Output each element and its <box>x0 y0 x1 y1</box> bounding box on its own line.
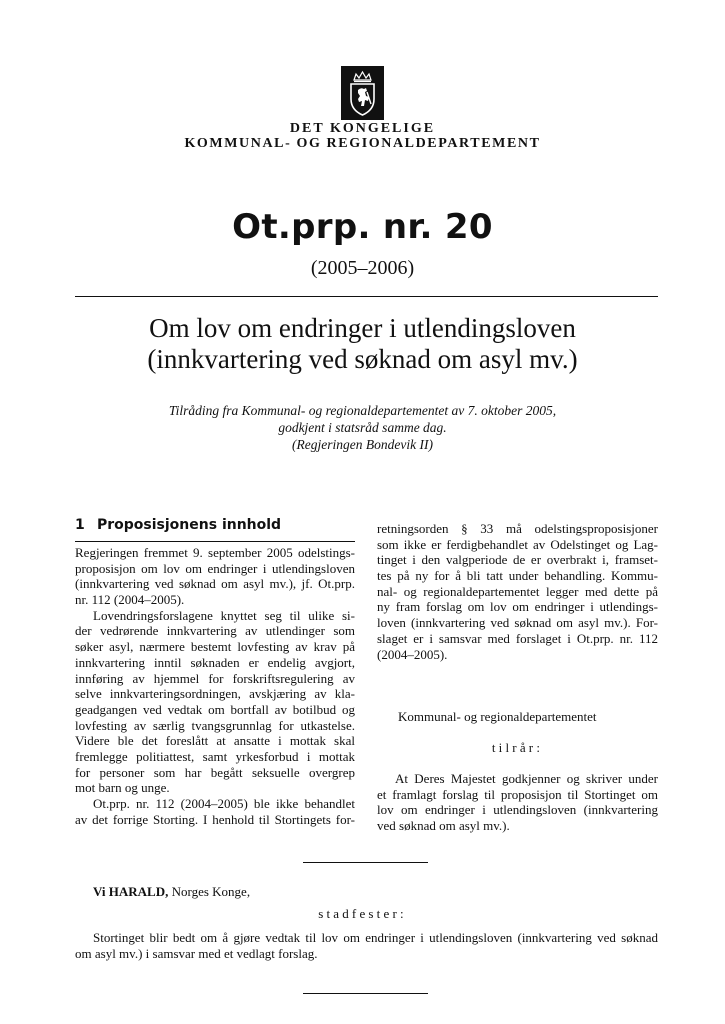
stadfester-label: stadfester: <box>318 906 407 921</box>
king-line <box>93 884 250 900</box>
body-line: nr. 112 (2004–2005). <box>75 592 185 608</box>
body-line: tinget i den valgperiode de er overbrakt i, framset- <box>377 552 658 568</box>
body-line: proposisjon om lov om endringer i utlendingsloven <box>75 560 355 576</box>
body-line: mot barn og unge. <box>75 780 170 796</box>
body-line: At Deres Majestet godkjenner og skriver under <box>395 771 658 786</box>
document-title: Ot.prp. nr. 20 <box>232 207 493 247</box>
department-line-1: DET KONGELIGE <box>289 121 436 136</box>
body-line: av det forrige Storting. I henhold til Stortingets for- <box>75 811 355 827</box>
body-line: retningsorden § 33 må odelstingsproposisjoner <box>377 521 658 536</box>
right-column <box>377 521 658 662</box>
body-line: (2004–2005). <box>377 646 448 662</box>
tilrar-label: tilrår: <box>491 740 544 755</box>
document-years: (2005–2006) <box>310 257 415 279</box>
body-line: Stortinget blir bedt om å gjøre vedtak til lov om endringer i utlendingsloven (innkvartering ved søknad <box>93 930 658 945</box>
body-line: slaget er i samsvar med forslaget i Ot.prp. nr. 112 <box>377 630 658 646</box>
separator-rule <box>303 993 428 994</box>
body-line: som ikke er ferdigbehandlet av Odelstinget og Lag- <box>377 536 658 552</box>
tilrading-line: godkjent i statsråd samme dag. <box>278 420 447 435</box>
body-line: lovfesting av særlig tvangsgrunnlag for utkastelse. <box>75 717 355 733</box>
body-line: Lovendringsforslagene knyttet seg til ulike si- <box>93 607 355 623</box>
body-line: Regjeringen fremmet 9. september 2005 odelstings- <box>75 545 355 560</box>
body-line: ved søknad om asyl mv.). <box>377 818 510 834</box>
body-line: for personer som har begått seksuelle overgrep <box>75 764 355 780</box>
section-number: 1 <box>75 517 85 533</box>
body-line: om asyl mv.) i samsvar med et vedlagt forslag. <box>75 945 318 961</box>
body-line: geadgangen ved vedtak om bortfall av botilbud og <box>75 701 355 717</box>
subtitle-line: Om lov om endringer i utlendingsloven <box>149 313 576 343</box>
tilrading-line: Tilråding fra Kommunal- og regionaldepartementet av 7. oktober 2005, <box>168 403 557 418</box>
body-line: et framlagt forslag til proposisjon til Stortinget om <box>377 786 658 802</box>
department-signature: Kommunal- og regionaldepartementet <box>398 709 597 724</box>
section-title: Proposisjonens innhold <box>97 517 282 533</box>
king-title: Norges Konge, <box>171 884 251 899</box>
resolution-text <box>377 771 658 834</box>
body-line: loven (innkvartering ved søknad om asyl mv.). For- <box>377 615 658 631</box>
body-line: nal- og regionaldepartementet legger med dette på <box>377 583 658 599</box>
body-line: innkvartering inntil søknaden er endelig avgjort, <box>75 654 355 670</box>
subtitle-line: (innkvartering ved søknad om asyl mv.) <box>147 344 578 374</box>
body-line: selve innkvarteringsordningen, avskjæring av kla- <box>75 686 355 702</box>
tilrading-line: (Regjeringen Bondevik II) <box>292 437 433 452</box>
section-heading <box>75 517 355 536</box>
title-divider <box>75 296 658 297</box>
body-line: Videre ble det foreslått at ansatte i mottak skal <box>75 733 355 749</box>
body-line: ny fram forslag om lov om endringer i utlendings- <box>377 599 658 615</box>
king-name: Vi HARALD, <box>93 884 169 899</box>
body-line: søker asyl, nærmere bestemt lovfesting av krav på <box>75 639 355 655</box>
stortinget-paragraph <box>75 930 658 961</box>
separator-rule <box>303 862 428 863</box>
section-divider <box>75 541 355 542</box>
tilrading-block <box>60 402 665 453</box>
document-subtitle <box>60 313 665 375</box>
body-line: tes på ny for å bli tatt under behandling. Kommu- <box>377 568 658 584</box>
department-line-2: KOMMUNAL- OG REGIONALDEPARTEMENT <box>184 136 541 151</box>
body-line: der vedrørende innkvartering av utlendinger som <box>75 623 355 639</box>
body-line: (innkvartering ved søknad om asyl mv.), jf. Ot.prp. <box>75 576 355 592</box>
body-line: lov om endringer i utlendingsloven (innkvartering <box>377 802 658 818</box>
body-line: fremlegge politiattest, samt yrkesforbud i mottak <box>75 748 355 764</box>
body-line: Ot.prp. nr. 112 (2004–2005) ble ikke behandlet <box>93 796 355 811</box>
body-line: innføring av hjemmel for forskriftsregulering av <box>75 670 355 686</box>
coat-of-arms-icon <box>341 66 384 120</box>
left-column <box>75 517 355 827</box>
